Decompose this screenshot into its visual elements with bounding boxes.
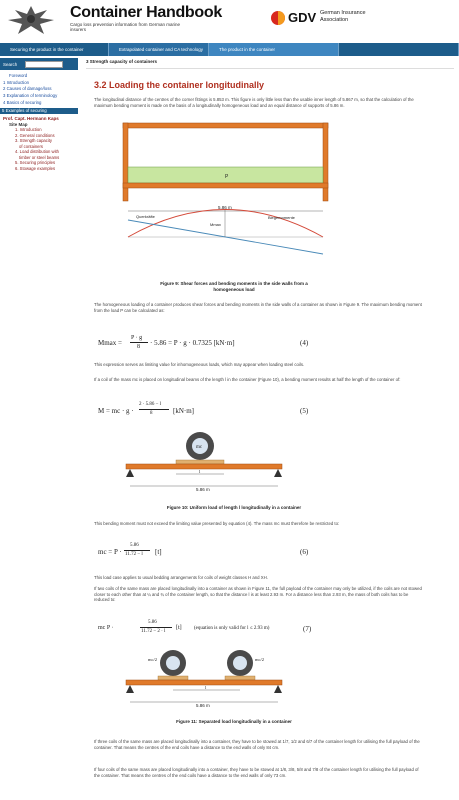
container-floor — [123, 183, 328, 188]
equation-7-frac-bot: 11.72 − 2 · l — [141, 629, 166, 634]
site-map-item[interactable]: 2. General conditions — [15, 132, 55, 138]
sidebar-item-introduction[interactable]: 1 Introduction — [3, 79, 30, 85]
support-right-icon — [274, 685, 282, 693]
sidebar-item-examples[interactable]: 5 Examples of securing — [0, 108, 78, 115]
search-label: Search — [3, 61, 18, 67]
span-label: 5.86 m — [196, 487, 210, 492]
container-floor-beam — [126, 680, 282, 685]
equation-4-frac-top: P · g — [131, 335, 143, 341]
sidebar-item-basics[interactable]: 4 Basics of securing — [3, 99, 42, 105]
paragraph: If two coils of the same mass are placed longitudinally into a container as shown in Figure 11, the full payload of the container may only be utilized, if the coils are not stowed closer to each other than at ¼ and ¾ of the container length, so that the distance l is at least 2.93 m. For a distance less than 2.93 m, the mass of both coils has to be reduced to: — [94, 586, 422, 602]
equation-6-unit: [t] — [155, 548, 162, 556]
paragraph: This expression serves as limiting value for inhomogeneous loads, which may appear when loading steel coils. — [94, 362, 305, 367]
equation-4-rhs: · 5.86 = P · g · 0.7325 [kN·m] — [150, 339, 235, 347]
figure-9 — [118, 122, 333, 272]
equation-6-frac-top: 5.86 — [130, 543, 139, 548]
gdv-association-name: German Insurance Association — [320, 10, 366, 23]
sidebar-author: Prof. Capt. Hermann Kaps — [3, 116, 59, 122]
equation-5-frac-bot: 8 — [150, 411, 153, 416]
equation-7-unit: [t] — [176, 625, 182, 631]
support-left-icon — [126, 685, 134, 693]
bending-moment-label: Biegemomente — [268, 215, 295, 220]
mmax-label: Mmax — [210, 222, 221, 227]
equation-7-frac-top: 5.86 — [148, 620, 157, 625]
timber-bedding-left — [158, 676, 188, 680]
eagle-logo-icon — [2, 2, 60, 40]
site-map-item[interactable]: 5. Securing principles — [15, 160, 56, 166]
paragraph: This load case applies to usual bedding arrangements for coils of weight classes H and XH. — [94, 575, 268, 580]
gdv-logo-text: GDV — [288, 10, 317, 25]
equation-5-number: (5) — [300, 407, 309, 415]
equation-6-frac-bot: 11.72 − l — [125, 552, 143, 557]
page-title: Container Handbook — [70, 4, 222, 21]
equation-4-number: (4) — [300, 339, 309, 347]
equation-7-lhs: mc P · — [98, 625, 114, 631]
distance-label: l — [205, 685, 207, 690]
coil-mass-label: mc — [196, 445, 203, 450]
length-label: l — [199, 469, 201, 474]
equation-6-lhs: mc = P · — [98, 548, 122, 556]
container-end-wall-right — [323, 123, 328, 201]
top-nav — [0, 43, 459, 56]
divider — [86, 68, 454, 69]
site-map-item[interactable]: timber or steel beams — [19, 154, 60, 160]
sidebar-site-map: Site Map — [9, 122, 28, 128]
container-roof — [123, 123, 328, 128]
timber-bedding — [176, 460, 224, 464]
site-map-item[interactable]: 6. Stowage examples — [15, 165, 56, 171]
fraction-bar — [124, 550, 150, 551]
coil-right-mass-label: mc/2 — [255, 657, 264, 662]
span-label: 5.86 m — [218, 205, 232, 210]
search-bar — [0, 58, 78, 70]
coil-left-inner — [166, 656, 180, 670]
support-right-icon — [274, 469, 282, 477]
equation-7-number: (7) — [303, 625, 312, 633]
main-content — [86, 58, 454, 125]
page-subtitle: Cargo loss prevention information from German marine insurers — [70, 22, 181, 32]
paragraph: If a coil of the mass mc is placed on longitudinal beams of the length l in the container (Figure 10), a bending moment results at half the length of the container of: — [94, 377, 401, 382]
figure-9-caption: Figure 9: Shear forces and bending moments in the side walls from a homogeneous load — [160, 281, 308, 292]
sidebar — [0, 58, 78, 800]
equation-5-unit: [kN·m] — [173, 407, 194, 415]
fraction-bar — [139, 409, 169, 410]
fraction-bar — [130, 342, 148, 343]
equation-6-number: (6) — [300, 548, 309, 556]
sidebar-item-terminology[interactable]: 3 Explanation of terminology — [3, 93, 58, 99]
tab-securing-product[interactable]: Securing the product in the container — [0, 43, 109, 56]
figure-10-caption: Figure 10: Uniform load of length l longitudinally in a container — [166, 505, 302, 510]
span-label: 5.86 m — [196, 703, 210, 708]
gdv-logo-icon — [270, 10, 286, 26]
load-label: P — [225, 174, 229, 180]
section-heading: 3.2 Loading the container longitudinally — [94, 80, 265, 90]
equation-4-lhs: Mmax = — [98, 339, 122, 347]
equation-7-note: (equation is only valid for l ≤ 2.93 m) — [194, 626, 270, 631]
figure-11 — [118, 645, 288, 713]
paragraph: If four coils of the same mass are placed longitudinally into a container, they have to be stowed at 1/8, 3/8, 5/8 and 7/8 of the container length for utilising the full payload of the container. That means the centres of the end coils have a distance to the end walls of only 73 cm. — [94, 767, 419, 778]
search-input[interactable] — [25, 61, 63, 68]
figure-10 — [118, 428, 288, 496]
tab-product-in-container[interactable]: The product in the container — [209, 43, 339, 56]
site-map-item[interactable]: 1. Introduction — [15, 127, 42, 133]
paragraph: The longitudinal distance of the centres of the corner fittings is 5.853 m. This figure is only little less than the usable inner length of 5.867 m, so that the calculation of the maximum bending moment is made on the basis of a longitudinally homogeneous load and an equal distance of supports of 5.86 m. — [94, 97, 414, 108]
paragraph: If three coils of the same mass are placed longitudinally into a container, they have to be stowed at 1/7, 1/2 and 6/7 of the container length for utilising the full payload of the container. That means the centres of the end coils have a distance to the end walls of only 84 cm. — [94, 739, 420, 750]
page-header — [0, 0, 459, 42]
fraction-bar — [140, 627, 172, 628]
bending-moment-curve — [128, 210, 323, 238]
site-map-item[interactable]: 3. Strength capacity — [15, 138, 53, 144]
tab-empty — [339, 43, 459, 56]
container-floor-beam — [126, 464, 282, 469]
site-map-item[interactable]: 4. Load distribution with — [15, 149, 59, 155]
shear-force-label: Querkräfte — [136, 214, 155, 219]
equation-5-lhs: M = mc · g · — [98, 407, 134, 415]
equation-4-frac-bot: 8 — [137, 344, 140, 350]
support-left-icon — [126, 469, 134, 477]
timber-bedding-right — [225, 676, 255, 680]
breadcrumb: 3 Strength capacity of containers — [86, 59, 158, 64]
sidebar-item-causes[interactable]: 2 Causes of damage/loss — [3, 86, 52, 92]
container-end-wall-left — [123, 123, 128, 201]
figure-11-caption: Figure 11: Separated load longitudinally in a container — [176, 719, 292, 724]
coil-right-inner — [233, 656, 247, 670]
equation-5-frac-top: 2 · 5.86 − l — [139, 402, 162, 407]
site-map-item[interactable]: of containers — [19, 143, 43, 149]
paragraph: The homogeneous loading of a container produces shear forces and bending moments in the side walls of a container as shown in Figure 9. The maximum bending moment from the load P can be calculated as: — [94, 302, 422, 313]
paragraph: This bending moment must not exceed the limiting value presented by equation (4). The mass mc must therefore be restricted to: — [94, 521, 340, 526]
coil-left-mass-label: mc/2 — [148, 657, 157, 662]
tab-container-technology[interactable]: Extrapolated container and CA technology — [109, 43, 209, 56]
sidebar-item-foreword[interactable]: Foreword — [9, 73, 28, 78]
